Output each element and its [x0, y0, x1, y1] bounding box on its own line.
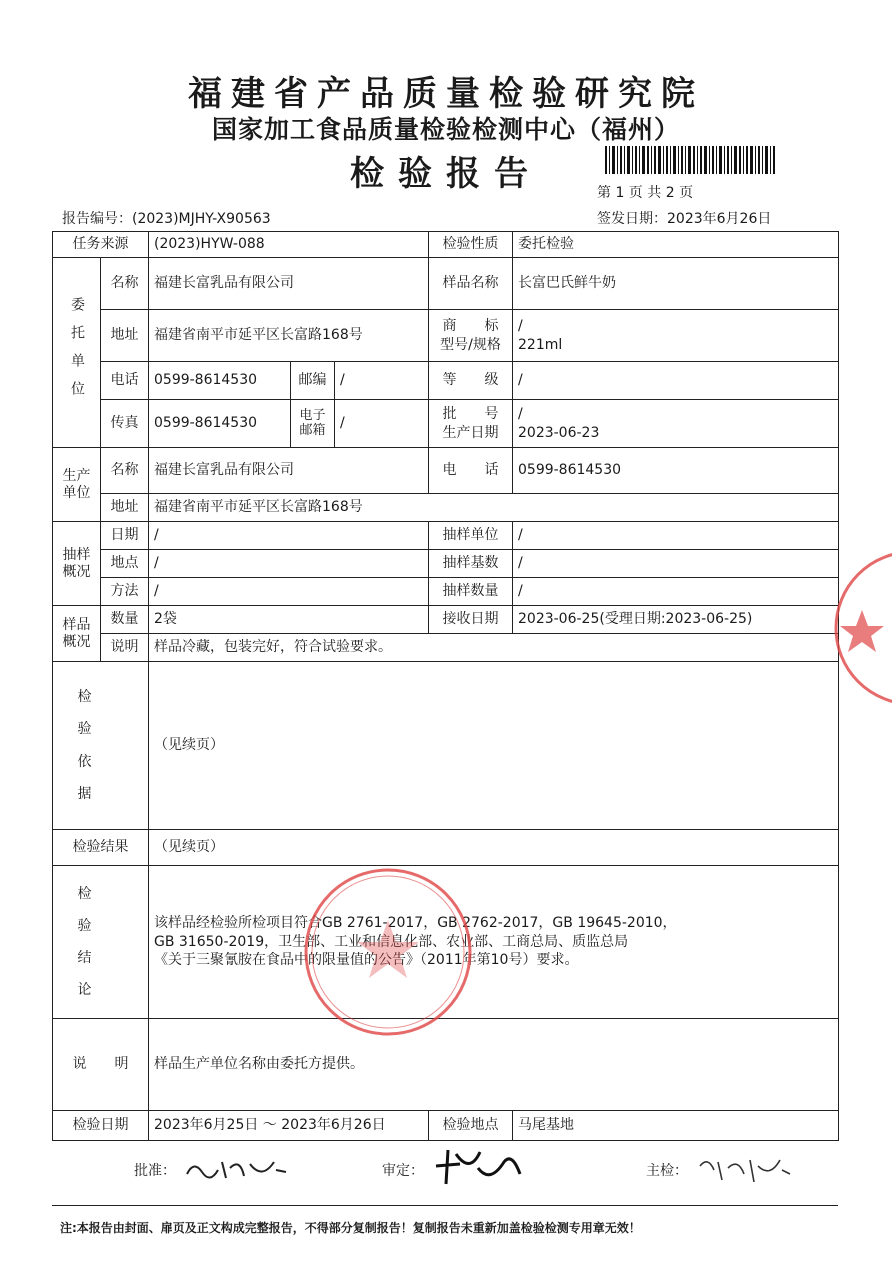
- table-row: [53, 550, 839, 578]
- production-date-label: 生产日期: [442, 424, 499, 441]
- sampling-place-label: 地点: [101, 550, 149, 578]
- client-address-value: 福建省南平市延平区长富路168号: [149, 310, 429, 362]
- client-postcode-label: 邮编: [291, 362, 335, 400]
- conclusion-line-2: GB 31650-2019，卫生部、工业和信息化部、农业部、工商总局、质监总局: [154, 933, 629, 950]
- producer-address-label: 地址: [101, 494, 149, 522]
- client-email-label: 电子邮箱: [291, 400, 335, 448]
- sample-count-label: 数量: [101, 606, 149, 634]
- client-fax-value: 0599-8614530: [149, 400, 291, 448]
- sample-note-value: 样品冷藏，包装完好，符合试验要求。: [149, 634, 839, 662]
- batch-date-labels: [429, 400, 513, 448]
- sample-name-label: 样品名称: [429, 258, 513, 310]
- trademark-label: 商 标: [442, 317, 499, 334]
- producer-name-value: 福建长富乳品有限公司: [149, 448, 429, 494]
- sampling-date-label: 日期: [101, 522, 149, 550]
- batch-value: /: [518, 405, 523, 422]
- table-row: [53, 310, 839, 362]
- client-name-label: 名称: [101, 258, 149, 310]
- sampling-base-value: /: [513, 550, 839, 578]
- report-table: [52, 231, 839, 1141]
- report-number-value: (2023)MJHY-X90563: [132, 211, 271, 227]
- remarks-label: 说 明: [53, 1019, 149, 1111]
- table-row: [53, 494, 839, 522]
- report-title: 检验报告: [350, 154, 542, 194]
- center-title: 国家加工食品质量检验检测中心（福州）: [211, 115, 680, 144]
- client-address-label: 地址: [101, 310, 149, 362]
- spec-value: 221ml: [518, 336, 563, 353]
- inspection-site-value: 马尾基地: [513, 1111, 839, 1141]
- report-number: [62, 208, 271, 228]
- footer-divider: [52, 1205, 838, 1206]
- edge-seal-icon: [832, 548, 892, 708]
- receive-date-value: 2023-06-25(受理日期:2023-06-25): [513, 606, 839, 634]
- table-row: [53, 866, 839, 1019]
- producer-name-label: 名称: [101, 448, 149, 494]
- table-row: [53, 258, 839, 310]
- remarks-value: 样品生产单位名称由委托方提供。: [149, 1019, 839, 1111]
- sampling-method-label: 方法: [101, 578, 149, 606]
- sampling-unit-value: /: [513, 522, 839, 550]
- conclusion-line-1: 该样品经检验所检项目符合GB 2761-2017，GB 2762-2017，GB 19645-2010，: [154, 914, 677, 931]
- inspection-date-label: 检验日期: [53, 1111, 149, 1141]
- inspection-nature-value: 委托检验: [513, 232, 839, 258]
- batch-label: 批 号: [442, 405, 499, 422]
- footer-note: 注:本报告由封面、扉页及正文构成完整报告，不得部分复制报告！复制报告未重新加盖检验检测专用章无效！: [60, 1221, 641, 1235]
- sampling-section-label: 抽样概况: [53, 522, 101, 606]
- barcode-icon: [605, 146, 775, 174]
- inspection-date-value: 2023年6月25日 ～ 2023年6月26日: [149, 1111, 429, 1141]
- producer-section-label: 生产单位: [53, 448, 101, 522]
- client-email-value: /: [335, 400, 429, 448]
- table-row: [53, 448, 839, 494]
- conclusion-label-cell: [53, 866, 149, 1019]
- sampling-base-label: 抽样基数: [429, 550, 513, 578]
- sample-note-label: 说明: [101, 634, 149, 662]
- sampling-qty-value: /: [513, 578, 839, 606]
- inspector-label: 主检：: [646, 1163, 688, 1179]
- table-row: [53, 634, 839, 662]
- approver-label: 批准：: [134, 1163, 176, 1179]
- table-row: [53, 830, 839, 866]
- result-value: （见续页）: [149, 830, 839, 866]
- client-phone-value: 0599-8614530: [149, 362, 291, 400]
- conclusion-line-3: 《关于三聚氰胺在食品中的限量值的公告》（2011年第10号）要求。: [154, 952, 579, 969]
- issue-date: [597, 208, 771, 228]
- sampling-qty-label: 抽样数量: [429, 578, 513, 606]
- producer-address-value: 福建省南平市延平区长富路168号: [149, 494, 839, 522]
- receive-date-label: 接收日期: [429, 606, 513, 634]
- sampling-place-value: /: [149, 550, 429, 578]
- institute-title: 福建省产品质量检验研究院: [188, 74, 704, 114]
- reviewer-signature-icon: [430, 1144, 530, 1188]
- trademark-spec-values: [513, 310, 839, 362]
- producer-phone-value: 0599-8614530: [513, 448, 839, 494]
- task-source-value: (2023)HYW-088: [149, 232, 429, 258]
- approver-signature-icon: [182, 1150, 292, 1186]
- task-source-label: 任务来源: [53, 232, 149, 258]
- table-row: [53, 400, 839, 448]
- result-label: 检验结果: [53, 830, 149, 866]
- table-row: [53, 1111, 839, 1141]
- grade-value: /: [513, 362, 839, 400]
- table-row: [53, 522, 839, 550]
- production-date-value: 2023-06-23: [518, 424, 600, 441]
- report-number-label: 报告编号：: [62, 211, 132, 227]
- sampling-method-value: /: [149, 578, 429, 606]
- issue-date-label: 签发日期：: [597, 211, 667, 227]
- table-row: [53, 1019, 839, 1111]
- basis-value: （见续页）: [149, 662, 839, 830]
- inspection-site-label: 检验地点: [429, 1111, 513, 1141]
- table-row: [53, 606, 839, 634]
- trademark-spec-labels: [429, 310, 513, 362]
- page-info: 第 1 页 共 2 页: [597, 185, 694, 201]
- inspection-nature-label: 检验性质: [429, 232, 513, 258]
- basis-label: 检验依据: [77, 689, 132, 802]
- client-postcode-value: /: [335, 362, 429, 400]
- grade-label: 等 级: [429, 362, 513, 400]
- conclusion-label: 检验结论: [77, 885, 132, 999]
- basis-label-cell: [53, 662, 149, 830]
- sample-count-value: 2袋: [149, 606, 429, 634]
- table-row: [53, 578, 839, 606]
- sampling-unit-label: 抽样单位: [429, 522, 513, 550]
- table-row: [53, 232, 839, 258]
- sampling-date-value: /: [149, 522, 429, 550]
- issue-date-value: 2023年6月26日: [667, 211, 772, 227]
- client-section-text: 委托单位: [68, 296, 85, 409]
- client-fax-label: 传真: [101, 400, 149, 448]
- sample-info-section-label: 样品概况: [53, 606, 101, 662]
- client-phone-label: 电话: [101, 362, 149, 400]
- reviewer-label: 审定：: [382, 1163, 424, 1179]
- producer-phone-label: 电 话: [429, 448, 513, 494]
- table-row: [53, 662, 839, 830]
- inspector-signature-icon: [694, 1150, 794, 1188]
- spec-label: 型号/规格: [440, 336, 501, 353]
- client-section-label: [53, 258, 101, 448]
- sample-name-value: 长富巴氏鲜牛奶: [513, 258, 839, 310]
- conclusion-value: [149, 866, 839, 1019]
- table-row: [53, 362, 839, 400]
- trademark-value: /: [518, 317, 523, 334]
- batch-date-values: [513, 400, 839, 448]
- client-name-value: 福建长富乳品有限公司: [149, 258, 429, 310]
